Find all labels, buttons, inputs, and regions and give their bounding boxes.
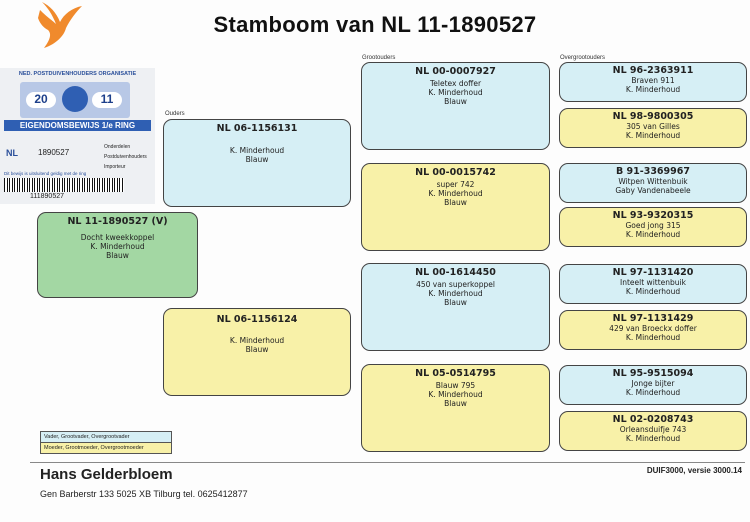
greatgrandparent-card-1[interactable]: NL 96-2363911 Braven 911 K. Minderhoud: [559, 62, 747, 102]
header-grootouders: Grootouders: [362, 55, 396, 61]
ring-country: NL: [6, 148, 18, 158]
page-title: Stamboom van NL 11-1890527: [213, 12, 537, 37]
grandparent-card-2[interactable]: NL 00-0015742 super 742 K. Minderhoud Blauw: [361, 163, 550, 251]
grandparent-card-1[interactable]: NL 00-0007927 Teletex doffer K. Minderhoud Blauw: [361, 62, 550, 150]
parent-card-mother[interactable]: NL 06-1156124 K. Minderhoud Blauw: [163, 308, 351, 396]
footer-divider: [30, 462, 745, 463]
legend: [40, 431, 172, 454]
parent-card-father[interactable]: NL 06-1156131 K. Minderhoud Blauw: [163, 119, 351, 207]
header-ouders: Ouders: [165, 111, 185, 117]
greatgrandparent-card-5[interactable]: NL 97-1131420 Inteelt wittenbuik K. Minderhoud: [559, 264, 747, 304]
grandparent-card-4[interactable]: NL 05-0514795 Blauw 795 K. Minderhoud Blauw: [361, 364, 550, 452]
ring-org: NED. POSTDUIVENHOUDERS ORGANISATIE: [18, 71, 137, 77]
greatgrandparent-card-7[interactable]: NL 95-9515094 Jonge bijter K. Minderhoud: [559, 365, 747, 405]
lion-icon: [62, 86, 88, 112]
greatgrandparent-card-8[interactable]: NL 02-0208743 Orleansduifje 743 K. Minderhoud: [559, 411, 747, 451]
header-overgrootouders: Overgrootouders: [560, 55, 606, 61]
greatgrandparent-card-2[interactable]: NL 98-9800305 305 van Gilles K. Minderhoud: [559, 108, 747, 148]
ring-footer: Dit bewijs is uitsluitend geldig met de ring: [4, 171, 87, 176]
legend-male: Vader, Grootvader, Overgrootvader: [41, 432, 171, 442]
greatgrandparent-card-4[interactable]: NL 93-9320315 Goed jong 315 K. Minderhoud: [559, 207, 747, 247]
ring-year-left: 20: [26, 92, 56, 108]
ring-year-right: 11: [92, 92, 122, 108]
subject-card[interactable]: NL 11-1890527 (V) Docht kweekkoppel K. Minderhoud Blauw: [37, 212, 198, 298]
ring-certificate: [0, 68, 155, 204]
software-version: DUIF3000, versie 3000.14: [646, 466, 742, 475]
subject-ring: NL 11-1890527 (V): [67, 216, 168, 227]
owner-name: Hans Gelderbloem: [40, 466, 173, 483]
ring-band: EIGENDOMSBEWIJS 1/e RING: [4, 120, 151, 131]
greatgrandparent-card-3[interactable]: B 91-3369967 Witpen Wittenbuik Gaby Vandenabeele: [559, 163, 747, 203]
legend-female: Moeder, Grootmoeder, Overgrootmoeder: [41, 442, 171, 453]
greatgrandparent-card-6[interactable]: NL 97-1131429 429 van Broeckx doffer K. Minderhoud: [559, 310, 747, 350]
ring-options: Onderdelen Postduivenhouders Importeur: [104, 144, 147, 170]
ring-number: 1890527: [38, 148, 70, 157]
barcode-text: 111890527: [30, 193, 64, 200]
barcode: [4, 178, 124, 192]
ring-emblem: [20, 82, 130, 118]
owner-address: Gen Barberstr 133 5025 XB Tilburg tel. 0625412877: [40, 489, 248, 499]
grandparent-card-3[interactable]: NL 00-1614450 450 van superkoppel K. Minderhoud Blauw: [361, 263, 550, 351]
